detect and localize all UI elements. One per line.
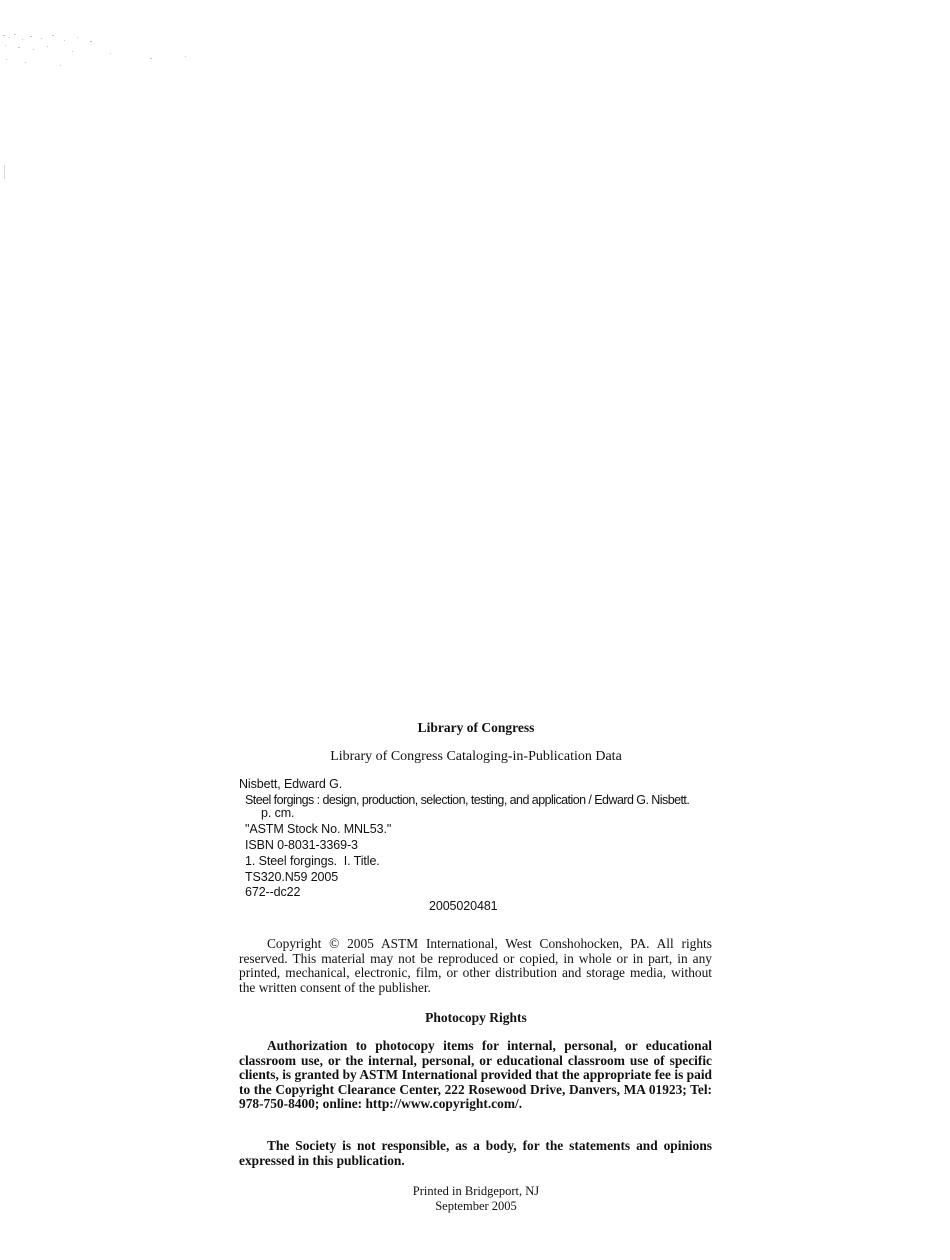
- printed-date: September 2005: [435, 1199, 517, 1213]
- cip-subjects: 1. Steel forgings. I. Title.: [245, 854, 380, 868]
- cip-isbn: ISBN 0-8031-3369-3: [245, 838, 358, 852]
- scan-speckle-artifact: [0, 25, 200, 185]
- cip-stock-number: "ASTM Stock No. MNL53.": [245, 822, 392, 836]
- copyright-notice: Copyright © 2005 ASTM International, West Conshohocken, PA. All rights reserved. This material may not be reproduced or copied, in whole or in part, in any printed, mechanical, electronic, film, or other distribution and storage media, without the written consent of the publisher.: [239, 936, 712, 995]
- cip-author: Nisbett, Edward G.: [239, 777, 343, 791]
- society-disclaimer: The Society is not responsible, as a body, for the statements and opinions expressed in this publication.: [239, 1138, 712, 1168]
- cip-call-number: TS320.N59 2005: [245, 870, 339, 884]
- printed-location: Printed in Bridgeport, NJ: [412, 1184, 540, 1198]
- photocopy-rights-heading: Photocopy Rights: [425, 1010, 527, 1025]
- cip-dewey-number: 672--dc22: [245, 885, 301, 899]
- cip-book-title: Steel forgings : design, production, selection, testing, and application / Edward G. Nisbett.: [245, 793, 690, 807]
- cip-data-title: Library of Congress Cataloging-in-Publication Data: [330, 749, 622, 764]
- library-of-congress-heading: Library of Congress: [417, 720, 535, 735]
- cip-lccn: 2005020481: [429, 899, 498, 913]
- cip-pcm: p. cm.: [261, 806, 295, 820]
- photocopy-authorization: Authorization to photocopy items for internal, personal, or educational classroom use, or the internal, personal, or educational classroom use of specific clients, is granted by ASTM International provided that the appropriate fee is paid to the Copyright Clearance Center, 222 Rosewood Drive, Danvers, MA 01923; Tel: 978-750-8400; online: http://www.copyright.com/.: [239, 1038, 712, 1112]
